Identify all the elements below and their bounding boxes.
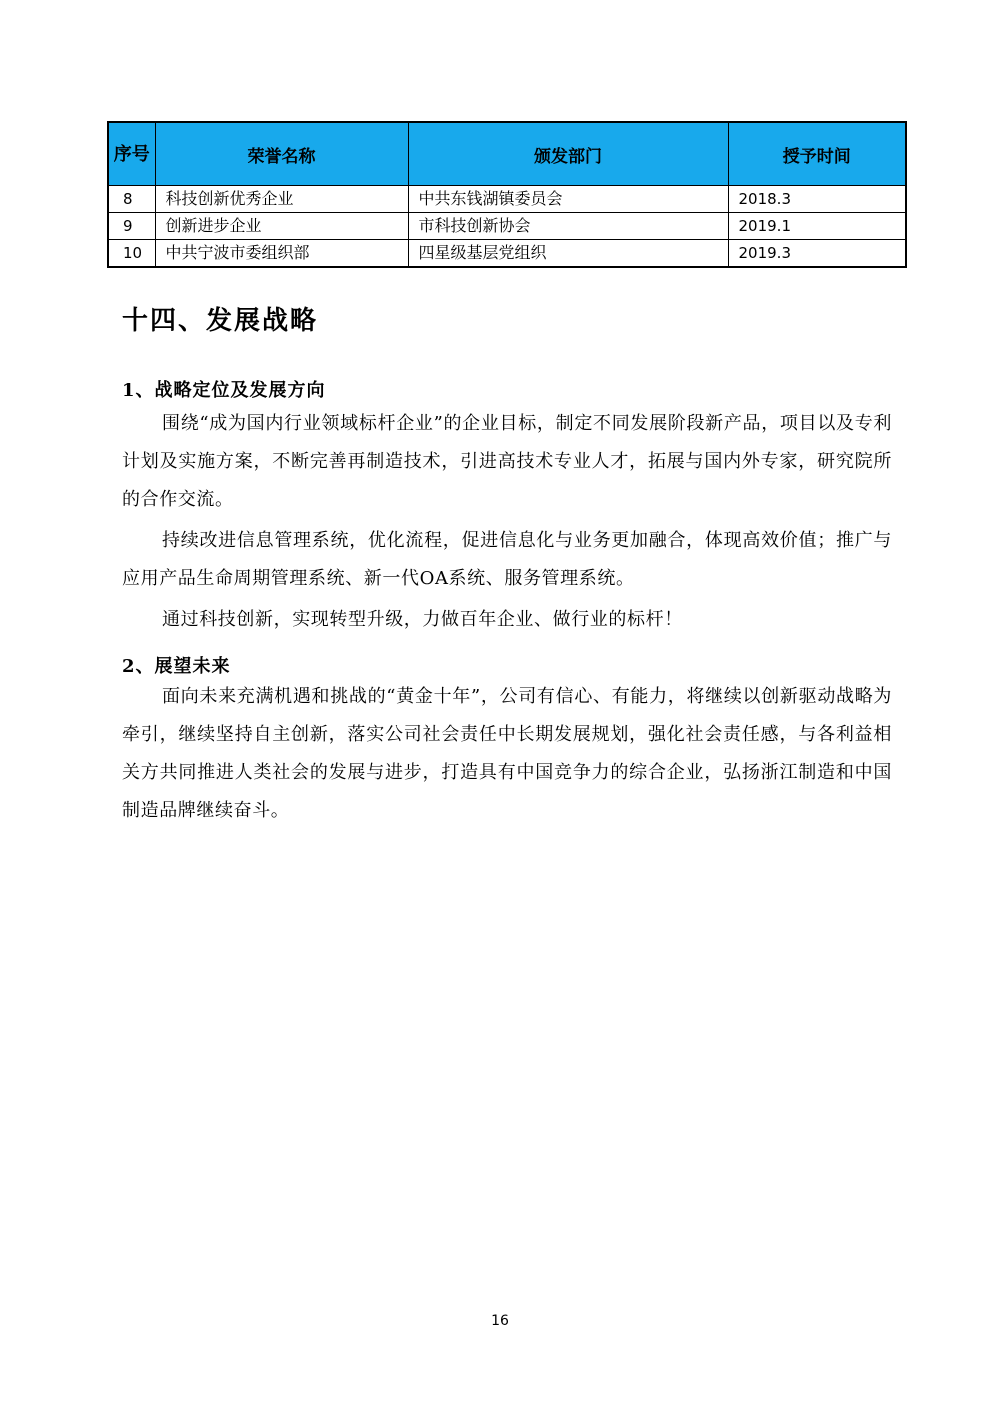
subsection-heading-outlook: 2、展望未来 [122,656,231,677]
page-number: 16 [491,1313,509,1329]
table-row [108,240,906,268]
header-award-date: 授予时间 [728,122,906,186]
paragraph: 通过科技创新，实现转型升级，力做百年企业、做行业的标杆！ [162,609,683,630]
row-seq: 10 [108,240,155,268]
row-honor-name: 中共宁波市委组织部 [155,240,408,268]
row-seq: 8 [108,186,155,213]
row-issuer: 市科技创新协会 [408,213,728,240]
header-seq: 序号 [108,122,155,186]
honor-table [107,121,907,268]
table-row [108,186,906,213]
row-honor-name: 创新进步企业 [155,213,408,240]
paragraph: 持续改进信息管理系统，优化流程，促进信息化与业务更加融合，体现高效价值；推广与应用产品生命周期管理系统、新一代OA系统、服务管理系统。 [122,530,892,589]
row-award-date: 2019.3 [728,240,906,268]
header-honor-name: 荣誉名称 [155,122,408,186]
table-header-row [108,122,906,186]
row-issuer: 四星级基层党组织 [408,240,728,268]
section-title: 十四、发展战略 [122,306,319,336]
row-issuer: 中共东钱湖镇委员会 [408,186,728,213]
row-award-date: 2018.3 [728,186,906,213]
row-seq: 9 [108,213,155,240]
row-award-date: 2019.1 [728,213,906,240]
header-issuer: 颁发部门 [408,122,728,186]
paragraph: 面向未来充满机遇和挑战的“黄金十年”，公司有信心、有能力，将继续以创新驱动战略为牵引，继续坚持自主创新，落实公司社会责任中长期发展规划，强化社会责任感，与各利益相关方共同推进人类社会的发展与进步，打造具有中国竞争力的综合企业，弘扬浙江制造和中国制造品牌继续奋斗。 [122,686,892,821]
table-row [108,213,906,240]
subsection-heading-strategy: 1、战略定位及发展方向 [122,380,326,401]
paragraph: 围绕“成为国内行业领域标杆企业”的企业目标，制定不同发展阶段新产品，项目以及专利计划及实施方案，不断完善再制造技术，引进高技术专业人才，拓展与国内外专家，研究院所的合作交流。 [122,413,892,510]
row-honor-name: 科技创新优秀企业 [155,186,408,213]
